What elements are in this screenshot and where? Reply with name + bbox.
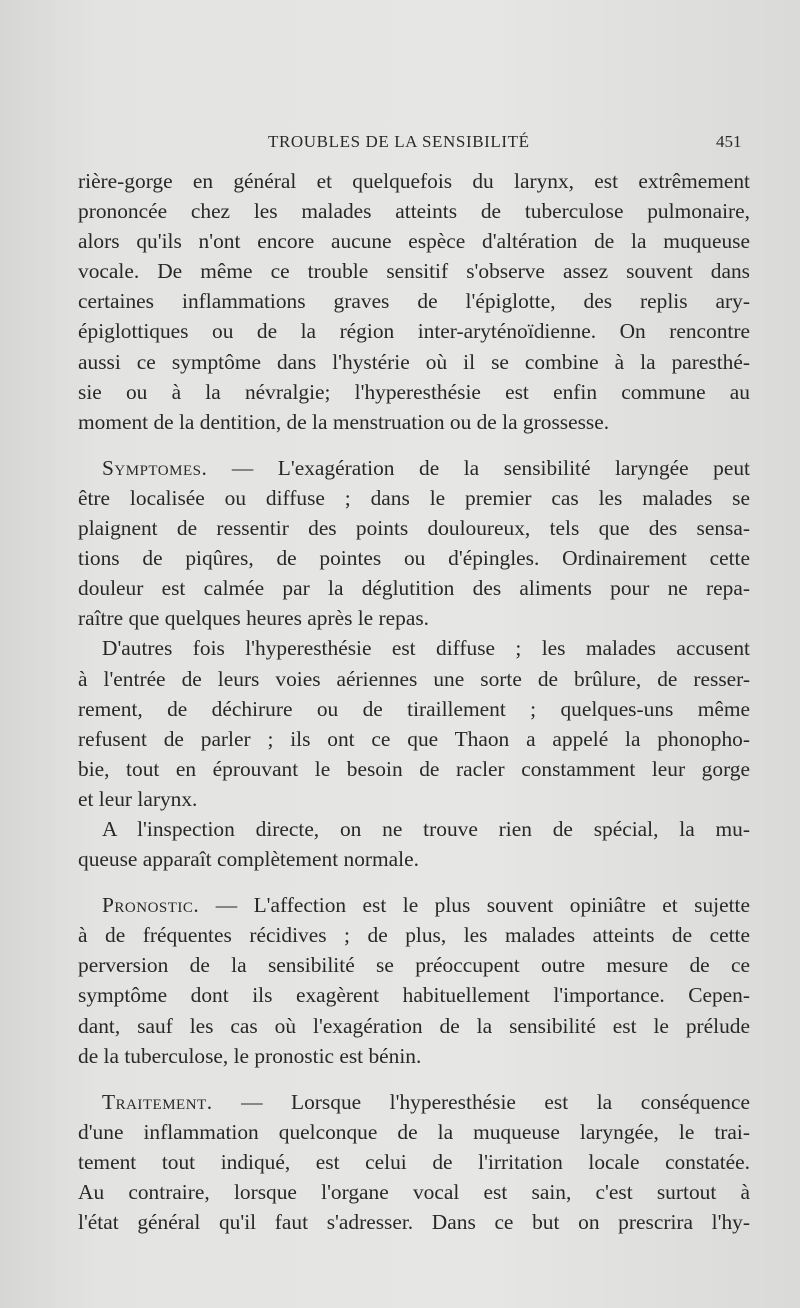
text-line: tions de piqûres, de pointes ou d'épingles. Ordinairement cette: [78, 546, 750, 571]
text-line: vocale. De même ce trouble sensitif s'observe assez souvent dans: [78, 259, 750, 284]
text-line: être localisée ou diffuse ; dans le premier cas les malades se: [78, 485, 750, 510]
text-fragment: — L'exagération de la sensibilité laryngée peut: [207, 455, 750, 480]
text-line: plaignent de ressentir des points douloureux, tels que des sensa-: [78, 516, 750, 541]
text-line: dant, sauf les cas où l'exagération de la sensibilité est le prélude: [78, 1013, 750, 1038]
text-line: moment de la dentition, de la menstruation ou de la grossesse.: [78, 409, 610, 434]
text-line: [78, 890, 750, 920]
text-line: certaines inflammations graves de l'épiglotte, des replis ary-: [78, 289, 750, 314]
paragraph-inspection: [78, 814, 750, 874]
text-line: symptôme dont ils exagèrent habituellement l'importance. Cepen-: [78, 983, 750, 1008]
text-line: [78, 453, 750, 483]
text-line: alors qu'ils n'ont encore aucune espèce d'altération de la muqueuse: [78, 229, 750, 254]
text-line: bie, tout en éprouvant le besoin de racler constamment leur gorge: [78, 756, 750, 781]
text-line: rière-gorge en général et quelquefois du larynx, est extrêmement: [78, 169, 750, 193]
text-fragment: — L'affection est le plus souvent opiniâtre et sujette: [199, 893, 750, 918]
page-number: 451: [716, 132, 742, 151]
text-line: D'autres fois l'hyperesthésie est diffuse ; les malades accusent: [102, 636, 750, 661]
text-line: perversion de la sensibilité se préoccupent outre mesure de ce: [78, 953, 750, 978]
section-heading-traitement: Traitement.: [102, 1089, 213, 1114]
section-heading-symptomes: Symptomes.: [102, 455, 208, 480]
text-fragment: — Lorsque l'hyperesthésie est la conséquence: [212, 1089, 750, 1114]
paragraph-diffuse: [78, 633, 750, 814]
paragraph-symptomes: [78, 453, 750, 634]
text-line: tement tout indiqué, est celui de l'irritation locale constatée.: [78, 1149, 750, 1174]
text-line: de la tuberculose, le pronostic est bénin.: [78, 1043, 422, 1068]
paragraph-traitement: [78, 1087, 750, 1237]
text-line: rement, de déchirure ou de tiraillement ; quelques-uns même: [78, 696, 750, 721]
text-line: Au contraire, lorsque l'organe vocal est sain, c'est surtout à: [78, 1180, 750, 1204]
text-line: l'état général qu'il faut s'adresser. Dans ce but on prescrira l'hy-: [78, 1210, 750, 1235]
body-text: [78, 166, 750, 1237]
text-line: à l'entrée de leurs voies aériennes une sorte de brûlure, de resser-: [78, 666, 750, 691]
paragraph-continuation: [78, 166, 750, 437]
text-line: [78, 1087, 750, 1117]
text-line: d'une inflammation quelconque de la muqueuse laryngée, le trai-: [78, 1119, 750, 1144]
text-line: à de fréquentes récidives ; de plus, les malades atteints de cette: [78, 923, 750, 948]
text-line: douleur est calmée par la déglutition des aliments pour ne repa-: [78, 576, 750, 601]
text-line: A l'inspection directe, on ne trouve rien de spécial, la mu-: [102, 816, 750, 841]
text-line: et leur larynx.: [78, 786, 198, 811]
text-line: épiglottiques ou de la région inter-aryténoïdienne. On rencontre: [78, 319, 750, 344]
page-header: [0, 132, 800, 156]
text-line: prononcée chez les malades atteints de tuberculose pulmonaire,: [78, 199, 750, 224]
text-line: raître que quelques heures après le repas.: [78, 606, 430, 631]
section-heading-pronostic: Pronostic.: [102, 893, 200, 918]
text-line: refusent de parler ; ils ont ce que Thaon a appelé la phonopho-: [78, 726, 750, 751]
text-line: aussi ce symptôme dans l'hystérie où il se combine à la paresthé-: [78, 349, 750, 374]
text-line: sie ou à la névralgie; l'hyperesthésie est enfin commune au: [78, 379, 750, 404]
text-line: queuse apparaît complètement normale.: [78, 847, 419, 872]
paragraph-pronostic: [78, 890, 750, 1071]
running-title: TROUBLES DE LA SENSIBILITÉ: [268, 132, 530, 151]
